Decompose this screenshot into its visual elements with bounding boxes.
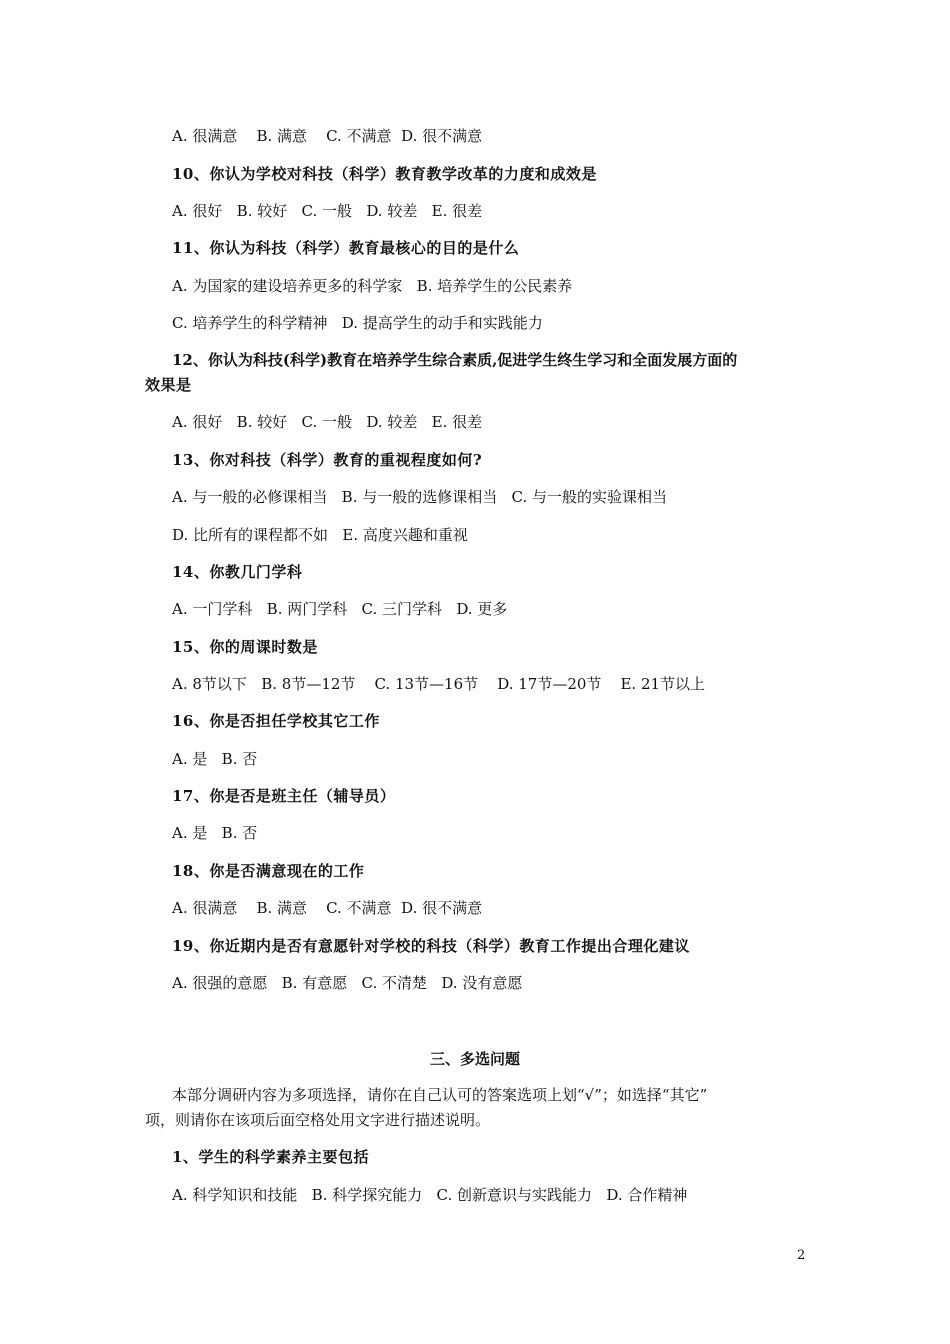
multi-question-1: 1、学生的科学素养主要包括 <box>172 1148 369 1166</box>
line-q11-options-2: C. 培养学生的科学精神 D. 提高学生的动手和实践能力 <box>172 314 543 332</box>
question-14: 14、你教几门学科 <box>172 563 303 581</box>
question-12: 12、你认为科技(科学)教育在培养学生综合素质,促进学生终生学习和全面发展方面的 <box>172 351 738 369</box>
section-intro-line-2: 项，则请你在该项后面空格处用文字进行描述说明。 <box>145 1111 491 1129</box>
question-17: 17、你是否是班主任（辅导员） <box>172 787 396 805</box>
question-11: 11、你认为科技（科学）教育最核心的目的是什么 <box>172 239 520 257</box>
line-q13-options-2: D. 比所有的课程都不如 E. 高度兴趣和重视 <box>172 526 468 544</box>
question-19: 19、你近期内是否有意愿针对学校的科技（科学）教育工作提出合理化建议 <box>172 937 690 955</box>
line-q10-options: A. 很好 B. 较好 C. 一般 D. 较差 E. 很差 <box>172 202 483 220</box>
line-q12-options: A. 很好 B. 较好 C. 一般 D. 较差 E. 很差 <box>172 413 483 431</box>
line-q14-options: A. 一门学科 B. 两门学科 C. 三门学科 D. 更多 <box>172 600 508 618</box>
page-number: 2 <box>797 1248 806 1263</box>
question-15: 15、你的周课时数是 <box>172 638 318 656</box>
line-q11-options-1: A. 为国家的建设培养更多的科学家 B. 培养学生的公民素养 <box>172 277 573 295</box>
line-q18-options: A. 很满意 B. 满意 C. 不满意 D. 很不满意 <box>172 899 483 917</box>
section-intro-line-1: 本部分调研内容为多项选择，请你在自己认可的答案选项上划“√”；如选择“其它” <box>172 1086 708 1104</box>
line-q19-options: A. 很强的意愿 B. 有意愿 C. 不清楚 D. 没有意愿 <box>172 974 523 992</box>
line-q15-options: A. 8节以下 B. 8节—12节 C. 13节—16节 D. 17节—20节 E. 21节以上 <box>172 675 706 693</box>
line-q9-options: A. 很满意 B. 满意 C. 不满意 D. 很不满意 <box>172 127 483 145</box>
question-18: 18、你是否满意现在的工作 <box>172 862 365 880</box>
question-12-cont: 效果是 <box>145 376 192 394</box>
section-heading: 三、多选问题 <box>429 1050 520 1068</box>
line-q13-options-1: A. 与一般的必修课相当 B. 与一般的选修课相当 C. 与一般的实验课相当 <box>172 488 668 506</box>
line-q17-options: A. 是 B. 否 <box>172 824 258 842</box>
line-q16-options: A. 是 B. 否 <box>172 750 258 768</box>
line-multi-q1-options: A. 科学知识和技能 B. 科学探究能力 C. 创新意识与实践能力 D. 合作精神 <box>172 1186 688 1204</box>
question-13: 13、你对科技（科学）教育的重视程度如何? <box>172 451 483 469</box>
question-10: 10、你认为学校对科技（科学）教育教学改革的力度和成效是 <box>172 165 597 183</box>
question-16: 16、你是否担任学校其它工作 <box>172 712 380 730</box>
